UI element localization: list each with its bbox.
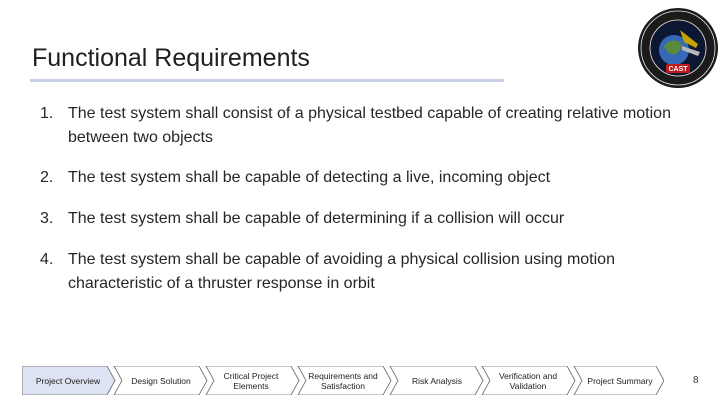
requirement-text: The test system shall consist of a physical testbed capable of creating relative motion between two objects: [68, 105, 671, 146]
nav-item-project-overview[interactable]: Project Overview: [35, 375, 101, 386]
requirement-text: The test system shall be capable of determining if a collision will occur: [68, 210, 565, 227]
requirement-number: 2.: [40, 169, 54, 186]
logo-text: CAST: [668, 66, 688, 73]
requirement-item: [40, 166, 550, 190]
requirement-number: 1.: [40, 105, 54, 122]
section-navigation: [22, 366, 664, 395]
requirement-text: The test system shall be capable of detecting a live, incoming object: [68, 169, 551, 186]
nav-item-design-solution[interactable]: Design Solution: [131, 375, 191, 386]
requirement-item: [40, 207, 564, 231]
nav-item-critical-project-elements[interactable]: Critical Project Elements: [223, 370, 279, 391]
nav-item-project-summary[interactable]: Project Summary: [587, 375, 653, 386]
nav-item-risk-analysis[interactable]: Risk Analysis: [411, 375, 463, 386]
nav-item-requirements-and-satisfaction[interactable]: Requirements and Satisfaction: [308, 370, 378, 391]
slide-title: Functional Requirements: [32, 44, 310, 72]
requirement-number: 4.: [40, 251, 54, 268]
requirement-item: [40, 248, 700, 296]
nav-item-verification-and-validation[interactable]: Verification and Validation: [498, 370, 558, 391]
title-underline: [30, 79, 504, 82]
requirement-text: The test system shall be capable of avoiding a physical collision using motion characteristic of a thruster response in orbit: [68, 251, 615, 292]
page-number: 8: [693, 375, 699, 386]
cast-logo: [636, 6, 720, 90]
requirement-item: [40, 102, 700, 150]
requirement-number: 3.: [40, 210, 54, 227]
